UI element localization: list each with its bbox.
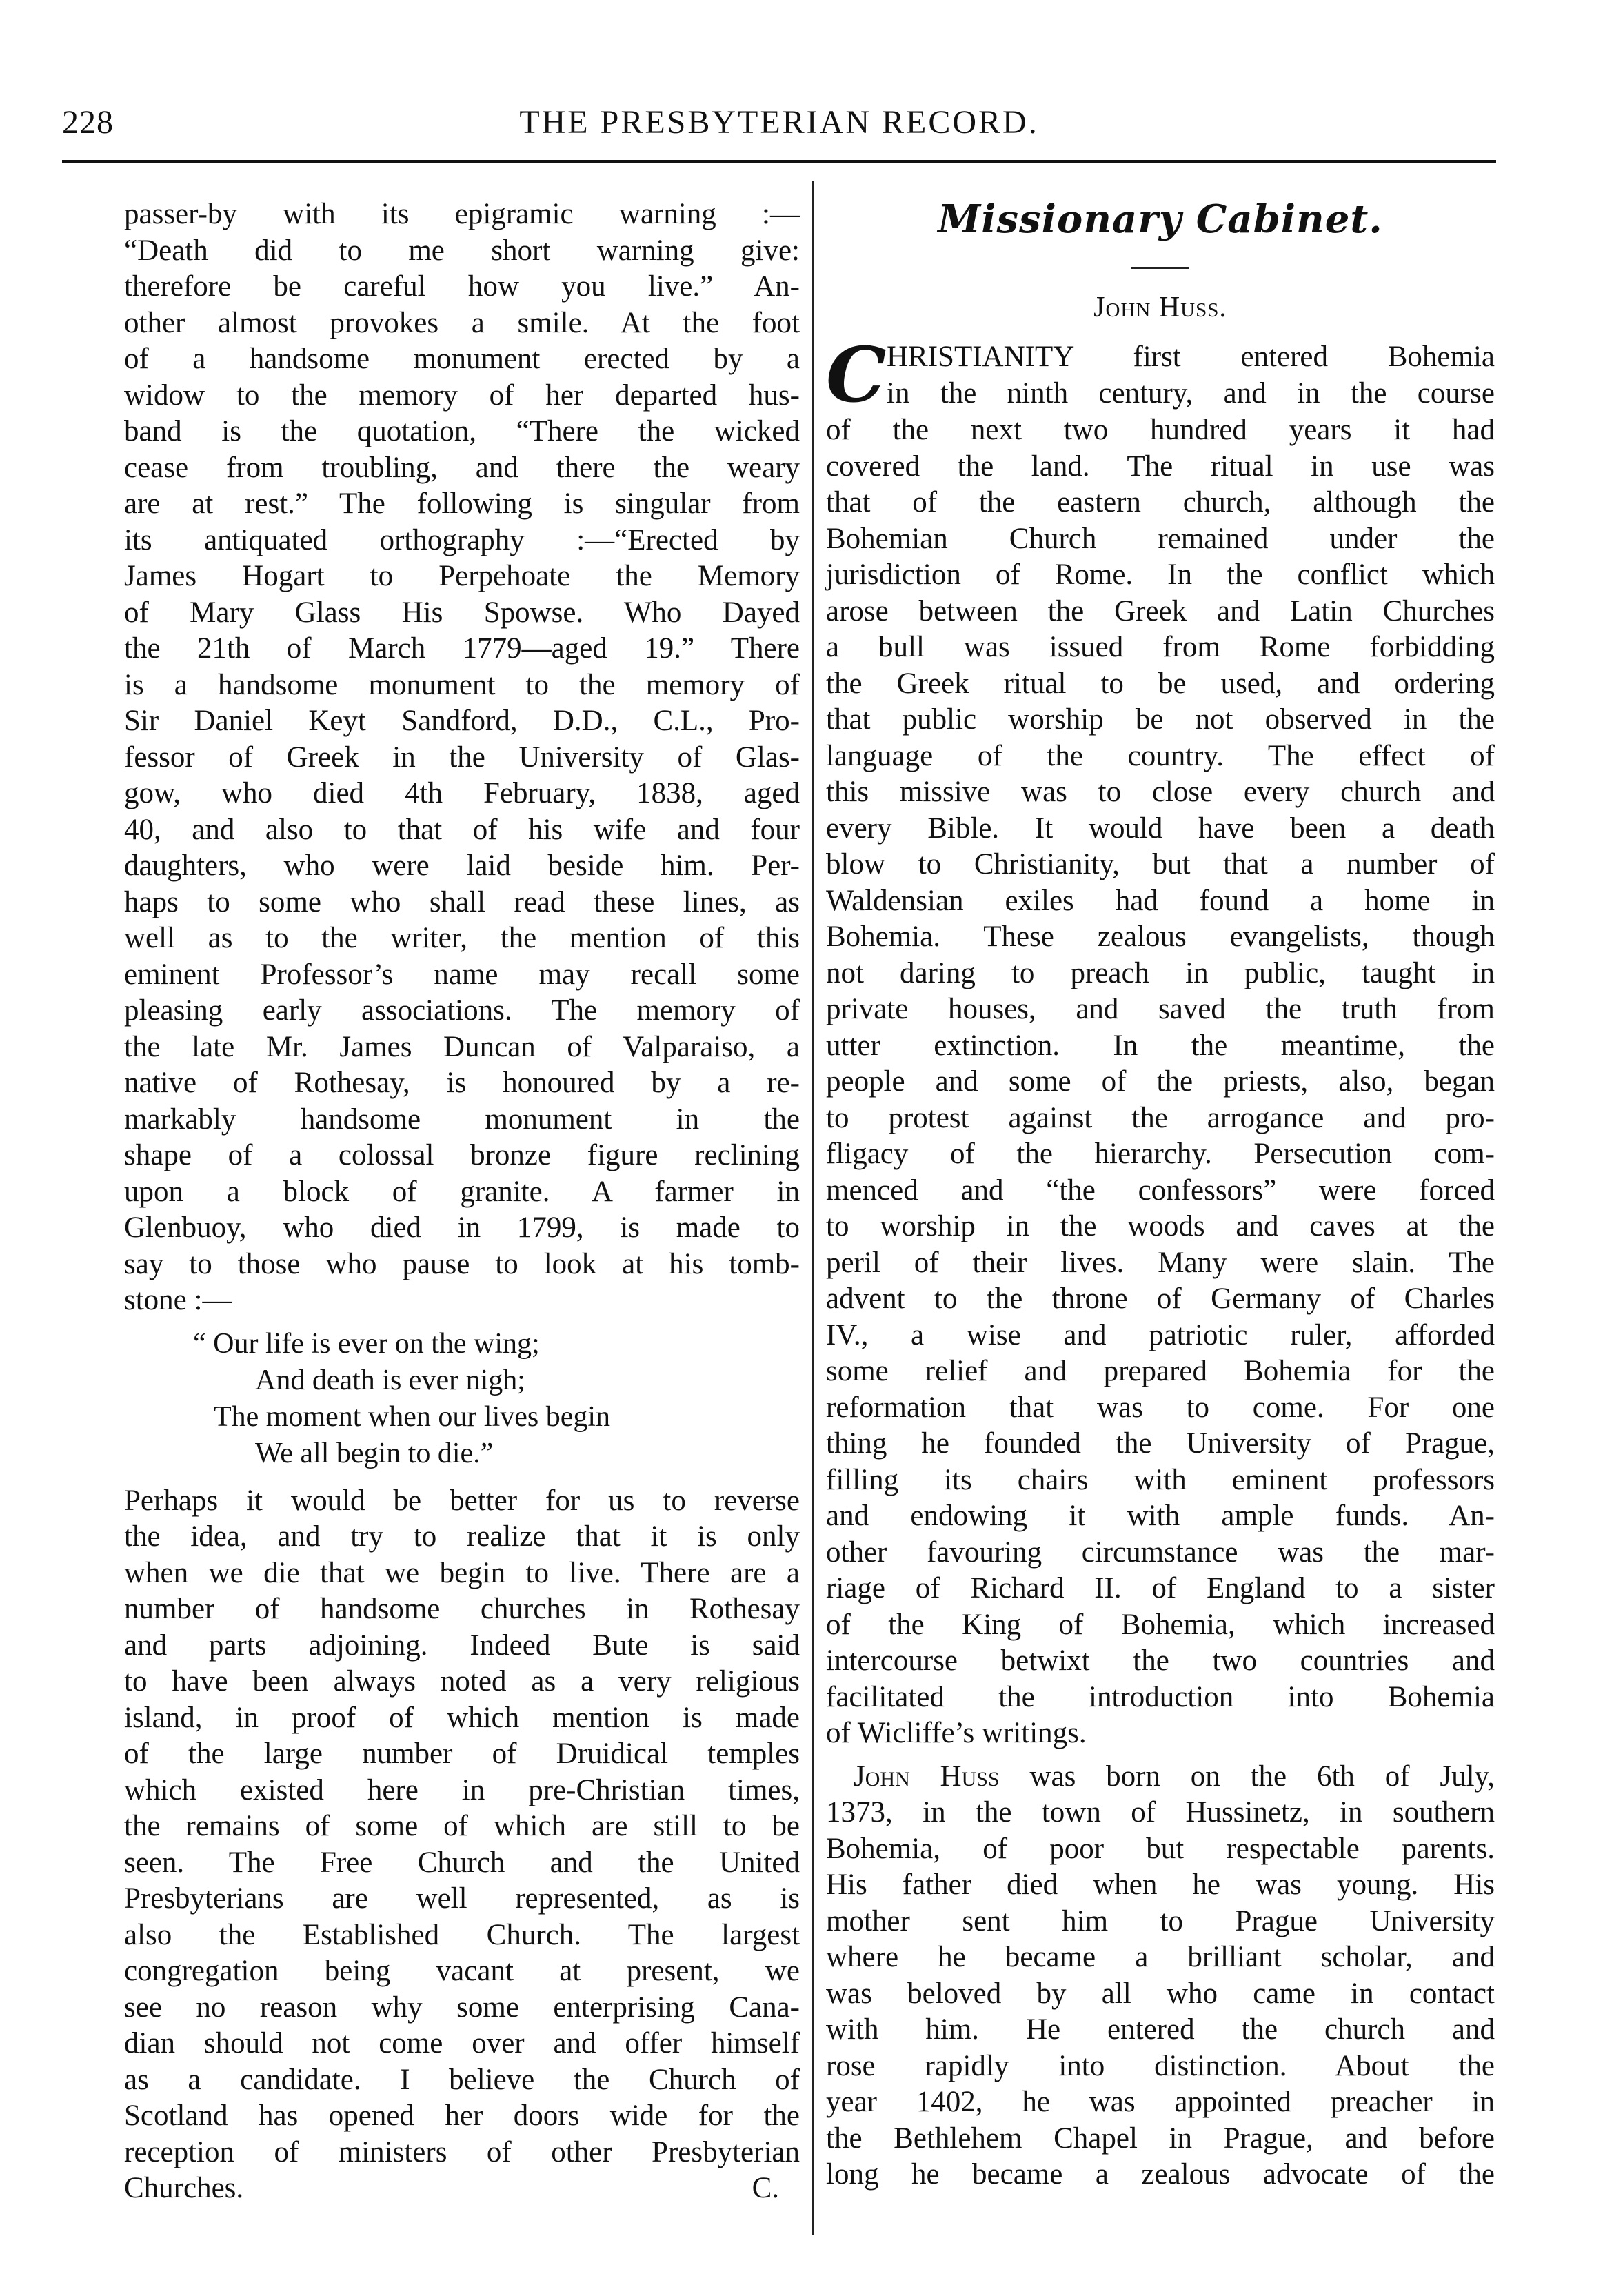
text-line: Waldensian exiles had found a home in [826,884,1495,917]
text-line: see no reason why some enterprising Cana- [124,1991,800,2024]
column-divider [812,181,814,2235]
text-line: other favouring circumstance was the mar- [826,1535,1495,1569]
text-line: stone :— [124,1284,232,1316]
text-line: and endowing it with ample funds. An- [826,1500,1495,1532]
text-line: seen. The Free Church and the United [124,1846,800,1879]
text-line: rose rapidly into distinction. About the [826,2049,1495,2082]
text-line: to worship in the woods and caves at the [826,1210,1495,1242]
text-line: therefore be careful how you live.” An- [124,270,800,303]
text-line: utter extinction. In the meantime, the [826,1029,1495,1062]
text-line: cease from troubling, and there the weary [124,451,800,484]
text-line: Bohemian Church remained under the [826,522,1495,555]
text-line: of Wicliffe’s writings. [826,1717,1087,1749]
text-line: 1373, in the town of Hussinetz, in southern [826,1796,1495,1829]
text-line: this missive was to close every church and [826,776,1495,808]
left-column-text [124,197,800,1319]
text-line: Sir Daniel Keyt Sandford, D.D., C.L., Pro- [124,705,800,737]
text-line: the remains of some of which are still to be [124,1810,800,1842]
text-line: of the King of Bohemia, which increased [826,1608,1495,1641]
text-line: “Death did to me short warning give: [124,234,800,267]
text-line: daughters, who were laid beside him. Per- [124,849,800,882]
text-line: Glenbuoy, who died in 1799, is made to [124,1211,800,1244]
text-line: fessor of Greek in the University of Glas- [124,741,800,774]
text-line: other almost provokes a smile. At the foot [124,306,800,339]
text-line: the Greek ritual to be used, and ordering [826,667,1495,700]
text-line: Scotland has opened her doors wide for the [124,2099,800,2132]
text-line: menced and “the confessors” were forced [826,1174,1495,1207]
poem [124,1326,800,1472]
text-line: 40, and also to that of his wife and four [124,813,800,846]
text-line: widow to the memory of her departed hus- [124,379,800,412]
text-line: the Bethlehem Chapel in Prague, and before [826,2122,1495,2155]
text-line: intercourse betwixt the two countries and [826,1644,1495,1677]
text-line: which existed here in pre-Christian times, [124,1773,800,1806]
text-line: of the large number of Druidical temples [124,1738,800,1770]
text-line: a bull was issued from Rome forbidding [826,631,1495,663]
text-line: island, in proof of which mention is made [124,1701,800,1734]
article-paragraph-1 [826,330,1495,1752]
text-line: filling its chairs with eminent professors [826,1463,1495,1496]
text-line: Presbyterians are well represented, as is [124,1882,800,1915]
name-small-caps: John Huss [854,1760,1000,1793]
text-line: native of Rothesay, is honoured by a re- [124,1067,800,1099]
poem-line: The moment when our lives begin [214,1400,611,1433]
text-line: advent to the throne of Germany of Charles [826,1282,1495,1315]
text-line: pleasing early associations. The memory of [124,994,800,1027]
poem-line: We all begin to die.” [255,1437,494,1469]
text-line: as a candidate. I believe the Church of [124,2063,800,2096]
text-line: is a handsome monument to the memory of [124,668,800,701]
text-line: covered the land. The ritual in use was [826,450,1495,483]
text-line: when we die that we begin to live. There are a [124,1556,800,1589]
article-title: John Huss. [1093,292,1227,323]
text-line: Bohemia, of poor but respectable parents. [826,1832,1495,1865]
text-line: some relief and prepared Bohemia for the [826,1355,1495,1387]
text-line: long he became a zealous advocate of the [826,2158,1495,2191]
text-line: thing he founded the University of Prague, [826,1427,1495,1460]
text-line: fligacy of the hierarchy. Persecution com- [826,1138,1495,1170]
text-line: that of the eastern church, although the [826,486,1495,518]
text-line: haps to some who shall read these lines, as [124,885,800,918]
text-line: are at rest.” The following is singular from [124,487,800,520]
text-line-rest: was born on the 6th of July, [999,1760,1495,1793]
text-line: private houses, and saved the truth from [826,993,1495,1025]
text-line: James Hogart to Perpehoate the Memory [124,560,800,592]
text-line: that public worship be not observed in the [826,703,1495,736]
text-line: the late Mr. James Duncan of Valparaiso, a [124,1030,800,1063]
text-line: facilitated the introduction into Bohemia [826,1680,1495,1713]
text-line: number of handsome churches in Rothesay [124,1593,800,1625]
text-line: the 21th of March 1779—aged 19.” There [124,632,800,665]
text-line: dian should not come over and offer himself [124,2027,800,2060]
page-header [62,103,1496,152]
poem-line: “ Our life is ever on the wing; [193,1327,540,1360]
article-paragraph-2 [826,1759,1495,2193]
text-line: shape of a colossal bronze figure reclining [124,1139,800,1171]
text-line: reformation that was to come. For one [826,1391,1495,1424]
text-line: with him. He entered the church and [826,2013,1495,2046]
running-title: THE PRESBYTERIAN RECORD. [519,104,1039,141]
text-line: was beloved by all who came in contact [826,1977,1495,2010]
text-line: HRISTIANITY first entered Bohemia [887,341,1495,373]
signature: C. [752,2172,779,2204]
text-line: blow to Christianity, but that a number of [826,848,1495,880]
text-line [826,1759,1495,1795]
text-line: band is the quotation, “There the wicked [124,415,800,447]
text-line: markably handsome monument in the [124,1102,800,1136]
text-line: to have been always noted as a very religious [124,1665,800,1698]
right-column [826,197,1495,2193]
closing-line [124,2171,800,2207]
left-column [124,197,800,2207]
text-line: not daring to preach in public, taught in [826,956,1495,989]
text-line: say to those who pause to look at his tomb- [124,1247,800,1280]
text-line: the idea, and try to realize that it is only [124,1520,800,1553]
text-line: passer-by with its epigramic warning :— [124,198,800,230]
text-line: and parts adjoining. Indeed Bute is said [124,1629,800,1662]
closing-word: Churches. [124,2172,244,2204]
text-line: jurisdiction of Rome. In the conflict which [826,558,1495,591]
text-line: language of the country. The effect of [826,739,1495,772]
text-line: people and some of the priests, also, began [826,1065,1495,1098]
text-line: gow, who died 4th February, 1838, aged [124,777,800,809]
text-line: of the next two hundred years it had [826,414,1495,446]
header-rule [62,160,1496,163]
text-line: Perhaps it would be better for us to reverse [124,1484,800,1517]
text-line: eminent Professor’s name may recall some [124,958,800,991]
text-line: arose between the Greek and Latin Churches [826,594,1495,627]
text-line: to protest against the arrogance and pro- [826,1101,1495,1134]
text-line: well as to the writer, the mention of this [124,922,800,954]
page-number: 228 [62,104,114,141]
text-line: reception of ministers of other Presbyterian [124,2135,800,2168]
text-line: peril of their lives. Many were slain. The [826,1246,1495,1279]
text-line: IV., a wise and patriotic ruler, afforded [826,1318,1495,1351]
title-rule [1131,267,1189,269]
text-line: riage of Richard II. of England to a sister [826,1572,1495,1604]
text-line: Bohemia. These zealous evangelists, though [826,920,1495,953]
text-line: every Bible. It would have been a death [826,812,1495,845]
text-line: where he became a brilliant scholar, and [826,1941,1495,1973]
section-title: Missionary Cabinet. [938,197,1383,242]
text-line: also the Established Church. The largest [124,1918,800,1951]
text-line: His father died when he was young. His [826,1869,1495,1901]
text-line: of Mary Glass His Spowse. Who Dayed [124,596,800,629]
poem-line: And death is ever nigh; [255,1364,525,1396]
text-line: mother sent him to Prague University [826,1904,1495,1937]
text-line: congregation being vacant at present, we [124,1955,800,1987]
text-line: its antiquated orthography :—“Erected by [124,523,800,556]
text-line: in the ninth century, and in the course [887,376,1495,410]
text-line: year 1402, he was appointed preacher in [826,2086,1495,2118]
text-line: upon a block of granite. A farmer in [124,1175,800,1208]
drop-cap: C [826,330,887,419]
text-line: of a handsome monument erected by a [124,343,800,375]
left-column-text-continued [124,1483,800,2171]
